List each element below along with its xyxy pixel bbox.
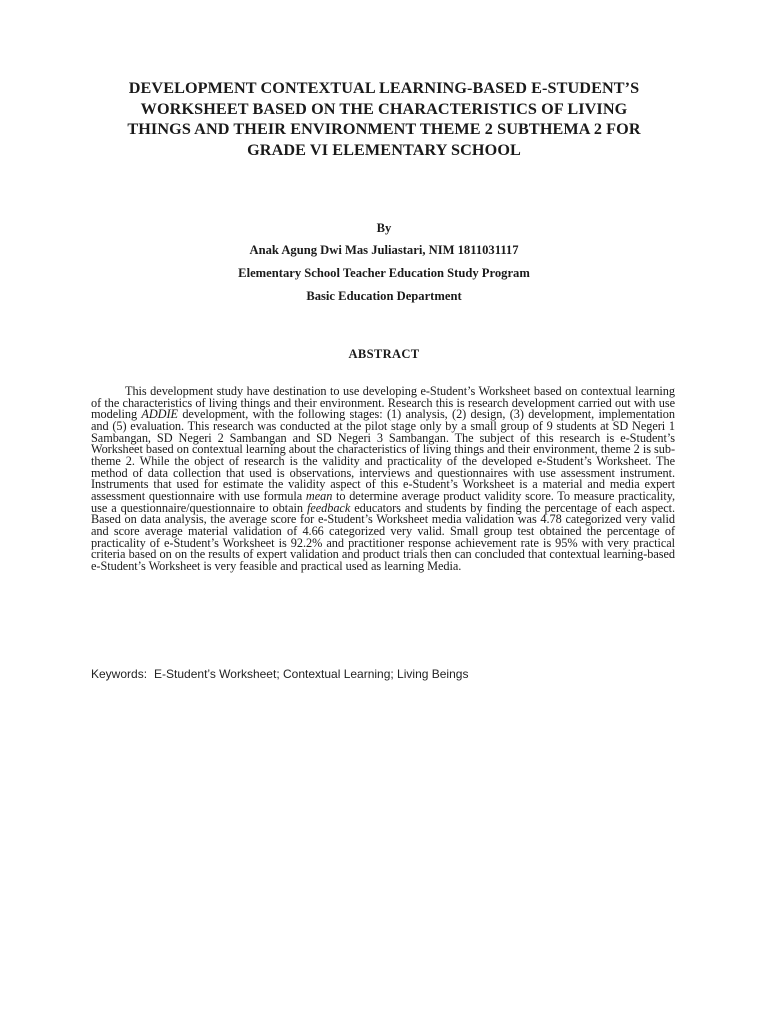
keywords-line (91, 667, 675, 682)
keywords-value: E-Student’s Worksheet; Contextual Learning; Living Beings (154, 667, 469, 681)
paper-title: DEVELOPMENT CONTEXTUAL LEARNING-BASED E-STUDENT’S WORKSHEET BASED ON THE CHARACTERISTICS OF LIVING THINGS AND THEIR ENVIRONMENT THEME 2 SUBTHEMA 2 FOR GRADE VI ELEMENTARY SCHOOL (127, 79, 641, 159)
abstract-text-4: educators and students by finding the percentage of each aspect. Based on data analysis, the average score for e-Student’s Worksheet media validation was 4.78 categorized very valid and score average material validation of 4.66 categorized very valid. Small group test obtained the percentage of practicality of e-Student’s Worksheet is 92.2% and practitioner response achievement rate is 95% with very practical criteria based on on the results of expert validation and product trials then can concluded that contextual learning-based e-Student’s Worksheet is very feasible and practical used as learning Media. (91, 500, 676, 573)
abstract-term-mean: mean (305, 488, 333, 503)
abstract-heading: ABSTRACT (348, 347, 420, 361)
keywords-label: Keywords: (91, 667, 148, 681)
abstract-body (91, 386, 675, 573)
abstract-text-2: development, with the following stages: (1) analysis, (2) design, (3) development, implementation and (5) evaluation. This research was conducted at the pilot stage only by a small group of 9 students at SD Negeri 1 Sambangan, SD Negeri 2 Sambangan and SD Negeri 3 Sambangan. The subject of this research is e-Student’s Worksheet based on contextual learning about the characteristics of living things and their environment, theme 2 is sub-theme 2. While the object of research is the validity and practicality of the developed e-Student’s Worksheet. The method of data collection that used is observations, interviews and questionnaires with use assessment instrument. Instruments that used for estimate the validity aspect of this e-Student’s Worksheet is a material and media expert assessment questionnaire with use formula (91, 407, 675, 503)
abstract-text-3: to determine average product validity score. To measure practicality, use a questionnaire/questionnaire to obtain (91, 488, 676, 515)
author-name: Anak Agung Dwi Mas Juliastari, NIM 1811031117 (249, 243, 519, 257)
abstract-term-addie: ADDIE (141, 407, 179, 422)
byline-by: By (376, 221, 392, 235)
abstract-text-1: This development study have destination to use developing e-Student’s Worksheet based on contextual learning of the characteristics of living things and their environment. Research this is research development carried out with use modeling (91, 384, 675, 422)
department: Basic Education Department (306, 289, 462, 303)
study-program: Elementary School Teacher Education Study Program (238, 266, 530, 280)
abstract-term-feedback: feedback (306, 500, 351, 515)
